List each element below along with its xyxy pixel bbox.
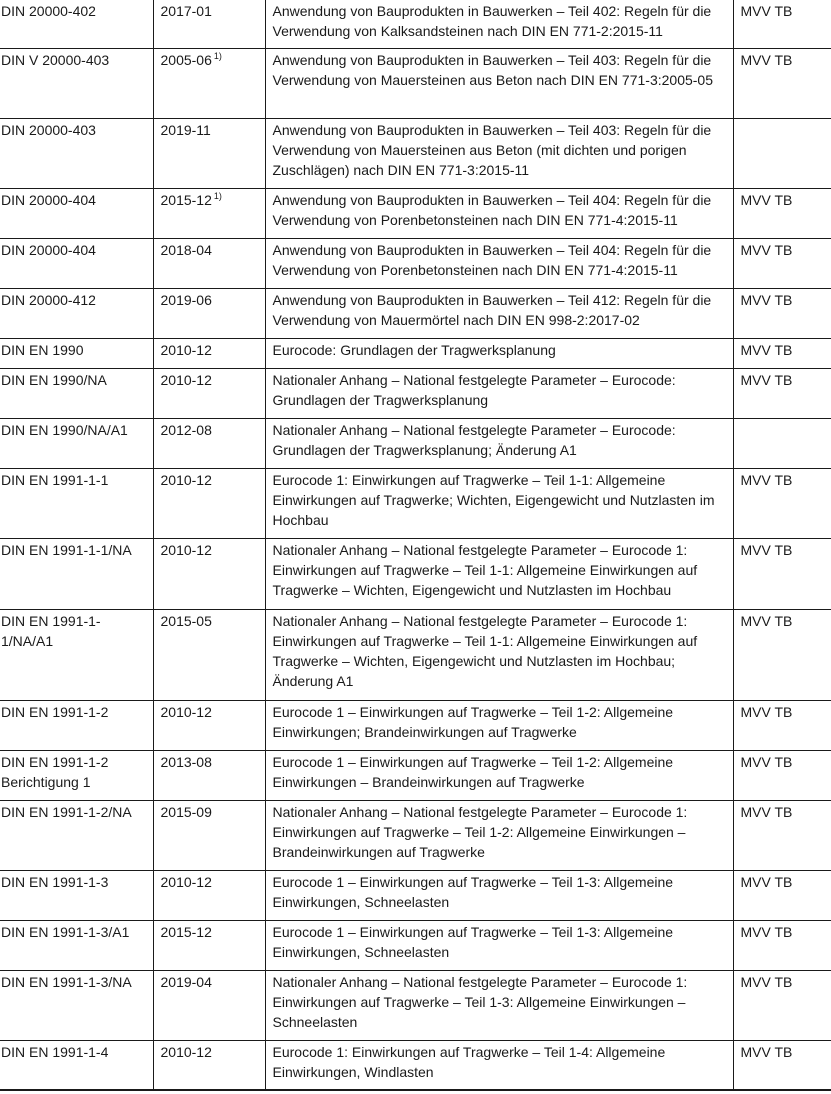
reference-cell: MVV TB bbox=[733, 870, 831, 920]
issue-date: 2010-12 bbox=[160, 1043, 212, 1060]
issue-date: 2010-12 bbox=[160, 471, 212, 488]
norm-title-cell: Eurocode 1: Einwirkungen auf Tragwerke – Teil 1-1: Allgemeine Einwirkungen auf Tragwerke; Wichten, Eigengewicht und Nutzlasten im Hochbau bbox=[265, 468, 733, 538]
table-row bbox=[0, 238, 831, 288]
reference-cell: MVV TB bbox=[733, 750, 831, 800]
table-row bbox=[0, 970, 831, 1040]
norm-title-cell: Nationaler Anhang – National festgelegte Parameter – Eurocode 1: Einwirkungen auf Tragwerke – Teil 1-2: Allgemeine Einwirkungen – Brandeinwirkungen auf Tragwerke bbox=[265, 800, 733, 870]
reference-cell: MVV TB bbox=[733, 0, 831, 48]
reference-cell: MVV TB bbox=[733, 48, 831, 118]
norm-title-cell: Anwendung von Bauprodukten in Bauwerken – Teil 412: Regeln für die Verwendung von Mauermörtel nach DIN EN 998-2:2017-02 bbox=[265, 288, 733, 338]
issue-date-cell bbox=[153, 538, 265, 609]
table-row bbox=[0, 118, 831, 188]
norm-number-cell: DIN EN 1991-1-2 bbox=[0, 700, 153, 750]
norm-title-cell: Nationaler Anhang – National festgelegte Parameter – Eurocode: Grundlagen der Tragwerksplanung bbox=[265, 368, 733, 418]
norm-number-cell: DIN EN 1990/NA/A1 bbox=[0, 418, 153, 468]
issue-date-cell bbox=[153, 1040, 265, 1090]
norm-number-cell: DIN 20000-404 bbox=[0, 238, 153, 288]
issue-date-cell bbox=[153, 970, 265, 1040]
reference-cell: MVV TB bbox=[733, 609, 831, 700]
issue-date: 2019-04 bbox=[160, 973, 212, 990]
norm-title-cell: Nationaler Anhang – National festgelegte Parameter – Eurocode 1: Einwirkungen auf Tragwerke – Teil 1-1: Allgemeine Einwirkungen auf Tragwerke – Wichten, Eigengewicht und Nutzlasten im Hochbau bbox=[265, 538, 733, 609]
norm-title-cell: Anwendung von Bauprodukten in Bauwerken – Teil 404: Regeln für die Verwendung von Porenbetonsteinen nach DIN EN 771-4:2015-11 bbox=[265, 238, 733, 288]
issue-date-cell bbox=[153, 468, 265, 538]
norm-number-cell: DIN EN 1991-1-3 bbox=[0, 870, 153, 920]
issue-date: 2010-12 bbox=[160, 371, 212, 388]
norm-number-cell: DIN EN 1991-1-1/NA/A1 bbox=[0, 609, 153, 700]
reference-cell: MVV TB bbox=[733, 1040, 831, 1090]
issue-date: 2010-12 bbox=[160, 341, 212, 358]
issue-date-cell bbox=[153, 118, 265, 188]
issue-date: 2017-01 bbox=[160, 3, 212, 19]
norm-number-cell: DIN 20000-412 bbox=[0, 288, 153, 338]
issue-date: 2019-06 bbox=[160, 291, 212, 308]
issue-date-cell bbox=[153, 48, 265, 118]
issue-date-cell bbox=[153, 188, 265, 238]
table-row bbox=[0, 188, 831, 238]
reference-cell bbox=[733, 418, 831, 468]
norm-title-cell: Eurocode 1: Einwirkungen auf Tragwerke – Teil 1-4: Allgemeine Einwirkungen, Windlasten bbox=[265, 1040, 733, 1090]
reference-cell: MVV TB bbox=[733, 920, 831, 970]
issue-date: 2010-12 bbox=[160, 703, 212, 720]
issue-date-cell bbox=[153, 609, 265, 700]
table-row bbox=[0, 368, 831, 418]
norm-number-cell: DIN 20000-404 bbox=[0, 188, 153, 238]
norm-title-cell: Eurocode 1 – Einwirkungen auf Tragwerke – Teil 1-3: Allgemeine Einwirkungen, Schneelasten bbox=[265, 870, 733, 920]
issue-date: 2015-12 bbox=[160, 191, 212, 208]
issue-date: 2005-06 bbox=[160, 51, 212, 68]
table-row bbox=[0, 920, 831, 970]
norm-title-cell: Nationaler Anhang – National festgelegte Parameter – Eurocode 1: Einwirkungen auf Tragwerke – Teil 1-1: Allgemeine Einwirkungen auf Tragwerke – Wichten, Eigengewicht und Nutzlasten im Hochbau; Änderung A1 bbox=[265, 609, 733, 700]
footnote-marker: 1) bbox=[213, 50, 222, 61]
reference-cell: MVV TB bbox=[733, 338, 831, 368]
reference-cell: MVV TB bbox=[733, 238, 831, 288]
reference-cell: MVV TB bbox=[733, 468, 831, 538]
table-row bbox=[0, 538, 831, 609]
issue-date-cell bbox=[153, 800, 265, 870]
issue-date: 2015-09 bbox=[160, 803, 212, 820]
issue-date: 2015-12 bbox=[160, 923, 212, 940]
table-row bbox=[0, 418, 831, 468]
norm-title-cell: Anwendung von Bauprodukten in Bauwerken – Teil 402: Regeln für die Verwendung von Kalksandsteinen nach DIN EN 771-2:2015-11 bbox=[265, 0, 733, 48]
norm-number-cell: DIN EN 1991-1-2 Berichtigung 1 bbox=[0, 750, 153, 800]
norm-number-cell: DIN 20000-402 bbox=[0, 0, 153, 48]
reference-cell: MVV TB bbox=[733, 368, 831, 418]
norm-title-cell: Anwendung von Bauprodukten in Bauwerken – Teil 404: Regeln für die Verwendung von Porenbetonsteinen nach DIN EN 771-4:2015-11 bbox=[265, 188, 733, 238]
reference-cell: MVV TB bbox=[733, 700, 831, 750]
issue-date-cell bbox=[153, 0, 265, 48]
norm-title-cell: Anwendung von Bauprodukten in Bauwerken – Teil 403: Regeln für die Verwendung von Mauersteinen aus Beton (mit dichten und porigen Zuschlägen) nach DIN EN 771-3:2015-11 bbox=[265, 118, 733, 188]
norm-title-cell: Eurocode 1 – Einwirkungen auf Tragwerke – Teil 1-2: Allgemeine Einwirkungen – Brandeinwirkungen auf Tragwerke bbox=[265, 750, 733, 800]
issue-date: 2012-08 bbox=[160, 421, 212, 438]
issue-date-cell bbox=[153, 238, 265, 288]
reference-cell: MVV TB bbox=[733, 970, 831, 1040]
issue-date: 2019-11 bbox=[160, 121, 211, 138]
reference-cell: MVV TB bbox=[733, 288, 831, 338]
norm-number-cell: DIN V 20000-403 bbox=[0, 48, 153, 118]
table-row bbox=[0, 609, 831, 700]
norm-number-cell: DIN EN 1991-1-3/A1 bbox=[0, 920, 153, 970]
issue-date: 2010-12 bbox=[160, 873, 212, 890]
table-row bbox=[0, 288, 831, 338]
norm-title-cell: Eurocode 1 – Einwirkungen auf Tragwerke – Teil 1-3: Allgemeine Einwirkungen, Schneelasten bbox=[265, 920, 733, 970]
norm-title-cell: Nationaler Anhang – National festgelegte Parameter – Eurocode 1: Einwirkungen auf Tragwerke – Teil 1-3: Allgemeine Einwirkungen – Schneelasten bbox=[265, 970, 733, 1040]
norm-number-cell: DIN EN 1990/NA bbox=[0, 368, 153, 418]
reference-cell: MVV TB bbox=[733, 188, 831, 238]
reference-cell: MVV TB bbox=[733, 800, 831, 870]
issue-date-cell bbox=[153, 368, 265, 418]
table-row bbox=[0, 48, 831, 118]
issue-date-cell bbox=[153, 338, 265, 368]
table-row bbox=[0, 468, 831, 538]
issue-date-cell bbox=[153, 920, 265, 970]
issue-date-cell bbox=[153, 418, 265, 468]
issue-date: 2013-08 bbox=[160, 753, 212, 770]
table-row bbox=[0, 800, 831, 870]
reference-cell: MVV TB bbox=[733, 538, 831, 609]
norm-title-cell: Nationaler Anhang – National festgelegte Parameter – Eurocode: Grundlagen der Tragwerksplanung; Änderung A1 bbox=[265, 418, 733, 468]
norm-number-cell: DIN EN 1991-1-3/NA bbox=[0, 970, 153, 1040]
table-row bbox=[0, 700, 831, 750]
table-row bbox=[0, 750, 831, 800]
issue-date-cell bbox=[153, 700, 265, 750]
norm-number-cell: DIN 20000-403 bbox=[0, 118, 153, 188]
table-row bbox=[0, 0, 831, 48]
norm-title-cell: Anwendung von Bauprodukten in Bauwerken – Teil 403: Regeln für die Verwendung von Mauersteinen aus Beton nach DIN EN 771-3:2005-05 bbox=[265, 48, 733, 118]
norm-number-cell: DIN EN 1991-1-1/NA bbox=[0, 538, 153, 609]
issue-date-cell bbox=[153, 750, 265, 800]
issue-date-cell bbox=[153, 288, 265, 338]
norm-number-cell: DIN EN 1991-1-1 bbox=[0, 468, 153, 538]
norm-number-cell: DIN EN 1991-1-2/NA bbox=[0, 800, 153, 870]
footnote-marker: 1) bbox=[213, 190, 222, 201]
norm-number-cell: DIN EN 1990 bbox=[0, 338, 153, 368]
issue-date: 2010-12 bbox=[160, 541, 212, 558]
table-row bbox=[0, 1040, 831, 1090]
issue-date-cell bbox=[153, 870, 265, 920]
issue-date: 2015-05 bbox=[160, 612, 212, 629]
issue-date: 2018-04 bbox=[160, 241, 212, 258]
reference-cell bbox=[733, 118, 831, 188]
table-row bbox=[0, 338, 831, 368]
norm-number-cell: DIN EN 1991-1-4 bbox=[0, 1040, 153, 1090]
table-row bbox=[0, 870, 831, 920]
norm-title-cell: Eurocode 1 – Einwirkungen auf Tragwerke – Teil 1-2: Allgemeine Einwirkungen; Brandeinwirkungen auf Tragwerke bbox=[265, 700, 733, 750]
norm-title-cell: Eurocode: Grundlagen der Tragwerksplanung bbox=[265, 338, 733, 368]
